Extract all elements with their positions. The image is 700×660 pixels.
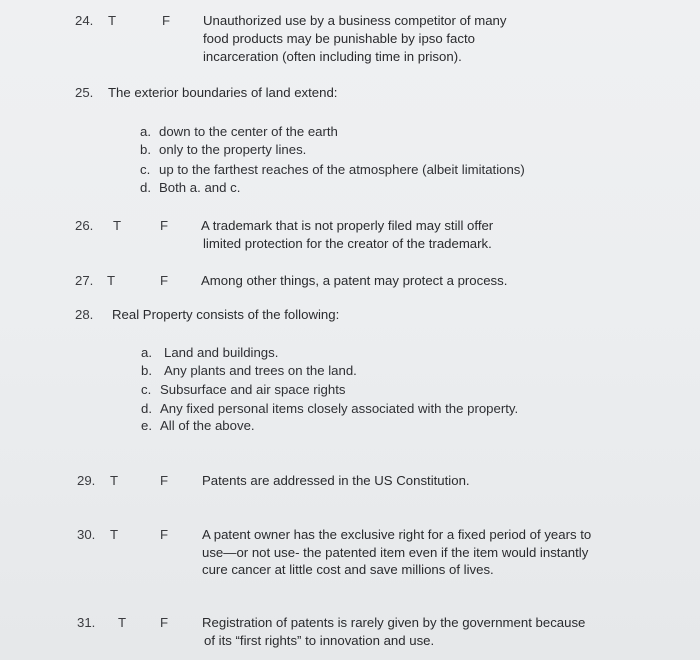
option-letter[interactable]: d. bbox=[141, 401, 152, 416]
false-option[interactable]: F bbox=[160, 273, 169, 288]
option-text[interactable]: down to the center of the earth bbox=[159, 124, 338, 139]
false-option[interactable]: F bbox=[160, 473, 169, 488]
false-option[interactable]: F bbox=[160, 527, 169, 542]
true-option[interactable]: T bbox=[110, 527, 119, 542]
false-option[interactable]: F bbox=[162, 13, 171, 28]
question-number: 24. bbox=[75, 13, 94, 28]
statement-line: food products may be punishable by ipso facto bbox=[203, 31, 475, 46]
false-option[interactable]: F bbox=[160, 218, 169, 233]
question-number: 25. bbox=[75, 85, 94, 100]
option-text[interactable]: only to the property lines. bbox=[159, 142, 307, 157]
option-text[interactable]: Any plants and trees on the land. bbox=[164, 363, 357, 378]
option-letter[interactable]: c. bbox=[141, 382, 152, 397]
option-text[interactable]: up to the farthest reaches of the atmosphere (albeit limitations) bbox=[159, 162, 525, 177]
option-letter[interactable]: b. bbox=[141, 363, 152, 378]
true-option[interactable]: T bbox=[108, 13, 117, 28]
statement-line: A trademark that is not properly filed may still offer bbox=[201, 218, 494, 233]
option-text[interactable]: Land and buildings. bbox=[164, 345, 279, 360]
statement-line: Registration of patents is rarely given by the government because bbox=[202, 615, 586, 630]
option-text[interactable]: All of the above. bbox=[160, 418, 255, 433]
option-letter[interactable]: a. bbox=[140, 124, 151, 139]
statement-line: Among other things, a patent may protect a process. bbox=[201, 273, 508, 288]
false-option[interactable]: F bbox=[160, 615, 169, 630]
option-text[interactable]: Both a. and c. bbox=[159, 180, 241, 195]
option-text[interactable]: Subsurface and air space rights bbox=[160, 382, 346, 397]
statement-line: Unauthorized use by a business competitor of many bbox=[203, 13, 507, 28]
true-option[interactable]: T bbox=[113, 218, 122, 233]
question-number: 30. bbox=[77, 527, 96, 542]
question-number: 26. bbox=[75, 218, 94, 233]
statement-line: A patent owner has the exclusive right for a fixed period of years to bbox=[202, 527, 592, 542]
statement-line: of its “first rights” to innovation and use. bbox=[204, 633, 435, 648]
option-letter[interactable]: a. bbox=[141, 345, 152, 360]
true-option[interactable]: T bbox=[118, 615, 127, 630]
option-letter[interactable]: e. bbox=[141, 418, 152, 433]
statement-line: limited protection for the creator of the trademark. bbox=[203, 236, 492, 251]
statement-line: incarceration (often including time in prison). bbox=[203, 49, 462, 64]
option-letter[interactable]: c. bbox=[140, 162, 151, 177]
statement-line: Patents are addressed in the US Constitution. bbox=[202, 473, 470, 488]
true-option[interactable]: T bbox=[107, 273, 116, 288]
statement-line: use—or not use- the patented item even if the item would instantly bbox=[202, 545, 589, 560]
option-text[interactable]: Any fixed personal items closely associated with the property. bbox=[160, 401, 519, 416]
option-letter[interactable]: d. bbox=[140, 180, 151, 195]
statement-line: cure cancer at little cost and save millions of lives. bbox=[202, 562, 494, 577]
question-number: 28. bbox=[75, 307, 94, 322]
true-option[interactable]: T bbox=[110, 473, 119, 488]
question-text: Real Property consists of the following: bbox=[112, 307, 340, 322]
question-number: 29. bbox=[77, 473, 96, 488]
question-number: 27. bbox=[75, 273, 94, 288]
question-text: The exterior boundaries of land extend: bbox=[108, 85, 338, 100]
question-number: 31. bbox=[77, 615, 96, 630]
option-letter[interactable]: b. bbox=[140, 142, 151, 157]
